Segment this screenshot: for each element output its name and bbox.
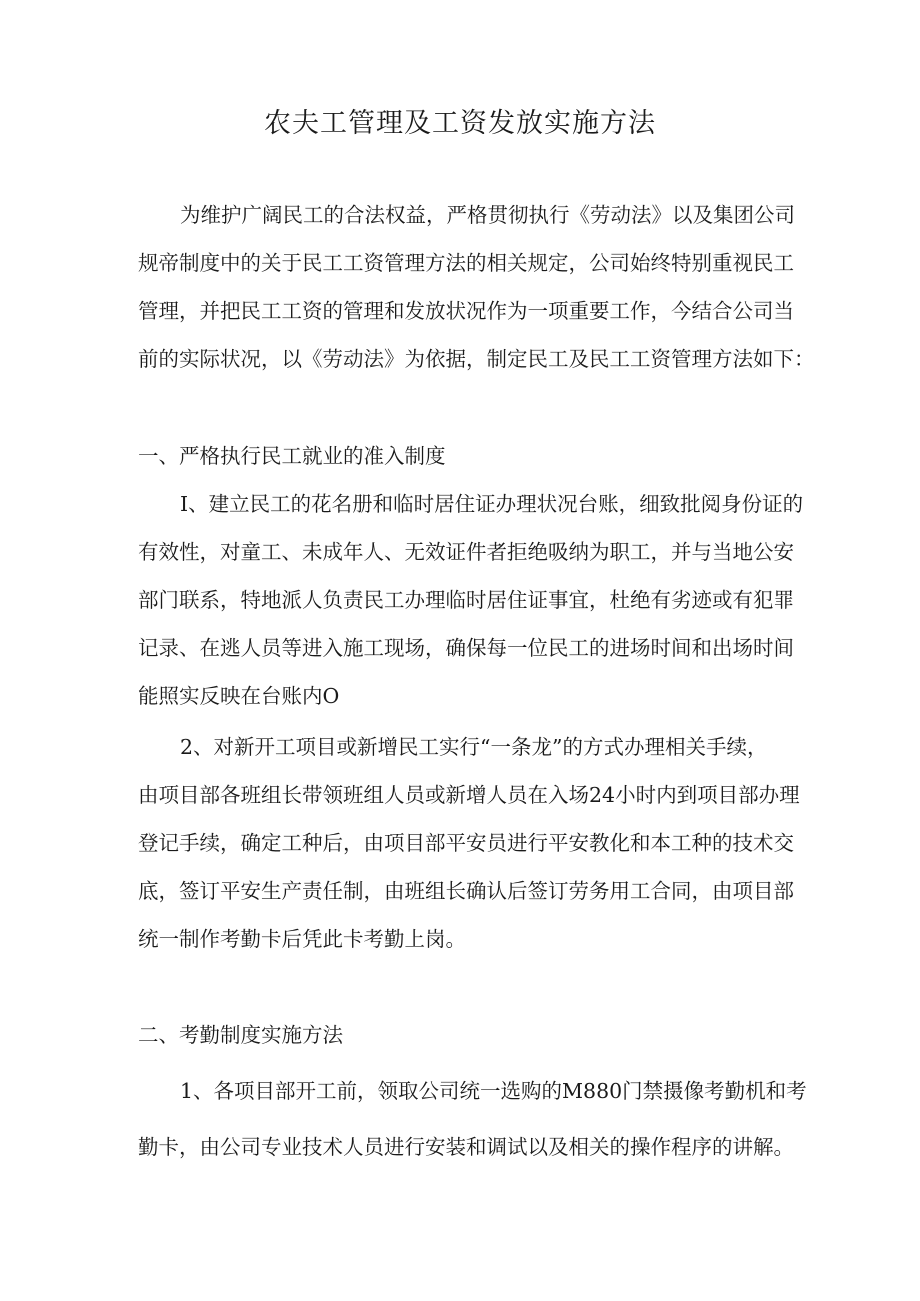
paragraph-line: 统一制作考勤卡后凭此卡考勤上岗。 — [138, 927, 466, 951]
paragraph-line: 由项目部各班组长带领班组人员或新增人员在入场24小时内到项目部办理 — [138, 783, 800, 807]
paragraph-line: 1、各项目部开工前，领取公司统一选购的M880门禁摄像考勤机和考 — [180, 1079, 807, 1103]
paragraph-line: 部门联系，特地派人负责民工办理临时居住证事宜，杜绝有劣迹或有犯罪 — [138, 588, 794, 612]
section-heading: 二、考勤制度实施方法 — [138, 1023, 343, 1047]
paragraph-line: 勤卡，由公司专业技术人员进行安装和调试以及相关的操作程序的讲解。 — [138, 1135, 794, 1159]
document-title: 农夫工管理及工资发放实施方法 — [264, 108, 656, 139]
paragraph-line: 记录、在逃人员等进入施工现场，确保每一位民工的进场时间和出场时间 — [138, 636, 794, 660]
paragraph-line: 登记手续，确定工种后，由项目部平安员进行平安教化和本工种的技术交 — [138, 831, 794, 855]
intro-line: 前的实际状况，以《劳动法》为依据，制定民工及民工工资管理方法如下： — [138, 347, 815, 371]
paragraph-line: I、建立民工的花名册和临时居住证办理状况台账，细致批阅身份证的 — [180, 492, 804, 516]
paragraph-line: 底，签订平安生产责任制，由班组长确认后签订劳务用工合同，由项目部 — [138, 879, 794, 903]
section-heading: 一、严格执行民工就业的准入制度 — [138, 444, 446, 468]
paragraph-line: 2、对新开工项目或新增民工实行“一条龙”的方式办理相关手续， — [180, 735, 768, 759]
intro-line: 管理，并把民工工资的管理和发放状况作为一项重要工作，今结合公司当 — [138, 299, 794, 323]
paragraph-line: 有效性，对童工、未成年人、无效证件者拒绝吸纳为职工，并与当地公安 — [138, 540, 794, 564]
intro-line: 为维护广阔民工的合法权益，严格贯彻执行《劳动法》以及集团公司 — [180, 203, 795, 227]
intro-line: 规帝制度中的关于民工工资管理方法的相关规定，公司始终特别重视民工 — [138, 251, 794, 275]
paragraph-line: 能照实反映在台账内O — [138, 684, 340, 708]
